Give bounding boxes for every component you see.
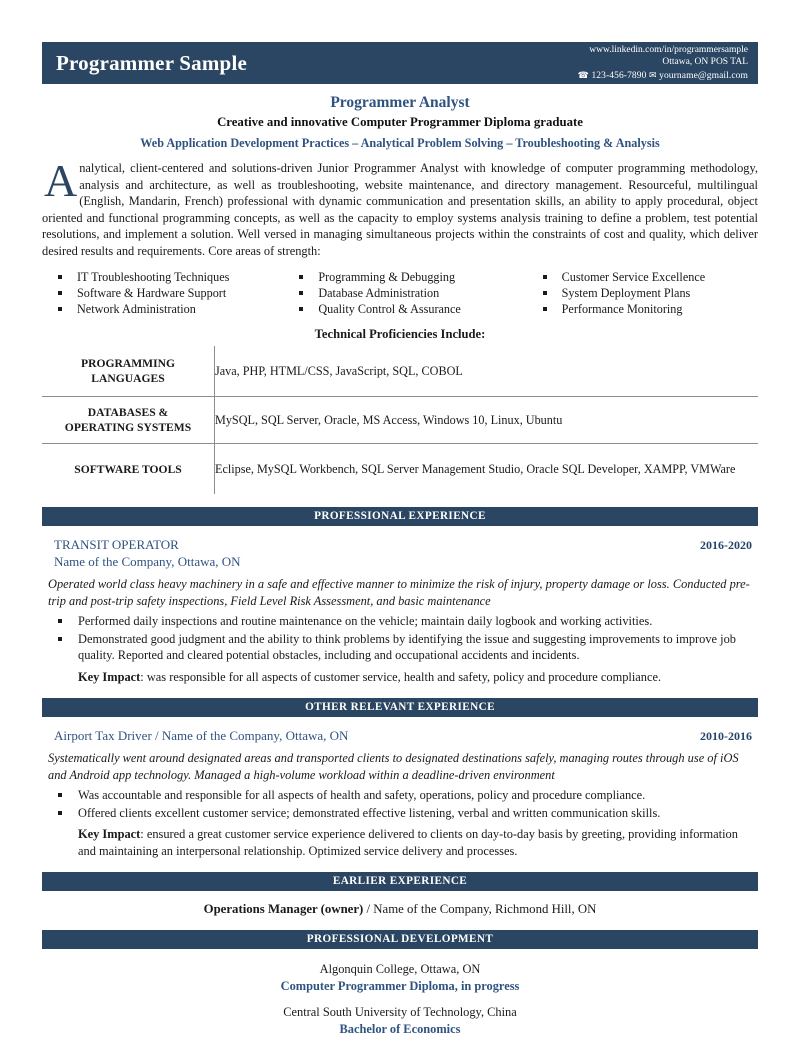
section-header-professional-development: PROFESSIONAL DEVELOPMENT <box>42 930 758 949</box>
spacer <box>42 995 758 1004</box>
table-cell-value: MySQL, SQL Server, Oracle, MS Access, Windows 10, Linux, Ubuntu <box>215 412 563 427</box>
key-impact-label: Key Impact <box>78 827 141 841</box>
table-row <box>42 444 758 495</box>
education-degree: Computer Programmer Diploma, in progress <box>280 979 520 993</box>
phone-email-line <box>578 69 748 83</box>
key-impact-text: : was responsible for all aspects of customer service, health and safety, policy and procedure compliance. <box>140 669 662 684</box>
experience-bullet-list <box>42 613 758 664</box>
job-title: Programmer Analyst <box>330 94 470 111</box>
list-item: Was accountable and responsible for all aspects of health and safety, operations, policy and procedure compliance. <box>54 787 754 804</box>
table-row <box>42 397 758 444</box>
education-school: Central South University of Technology, China <box>283 1005 517 1019</box>
core-areas-column-1 <box>42 269 273 317</box>
envelope-icon: ✉ <box>648 69 657 80</box>
job-subtitle: Creative and innovative Computer Programmer Diploma graduate <box>217 115 583 129</box>
label-line-2: LANGUAGES <box>91 372 165 385</box>
core-areas-column-2 <box>273 269 514 317</box>
list-item: Quality Control & Assurance <box>293 301 514 317</box>
earlier-role: Operations Manager (owner) <box>203 902 364 916</box>
earlier-experience-entry <box>42 902 758 917</box>
summary-dropcap: A <box>44 155 78 206</box>
other-experience-role-company: Airport Tax Driver / Name of the Company, Ottawa, ON <box>54 728 349 743</box>
core-areas-list <box>42 269 758 317</box>
label-line-2: OPERATING SYSTEMS <box>64 421 192 434</box>
other-experience-intro: Systematically went around designated areas and transported clients to designated destinations safely, managing routes through use of iOS and Android app technology. Managed a high-volume workload within a deadline-driven environment <box>48 751 739 782</box>
experience-role: TRANSIT OPERATOR <box>54 537 179 552</box>
experience-role-block <box>54 536 241 570</box>
experience-entry-header <box>42 536 758 570</box>
key-impact-text: : ensured a great customer service experience delivered to clients on day-to-day basis by greeting, providing information and maintaining an interpersonal relationship. Optimized service delivery and processes. <box>78 827 738 858</box>
telephone-icon: ☎ <box>577 69 589 80</box>
other-experience-bullet-list <box>42 787 758 821</box>
experience-company: Name of the Company, Ottawa, ON <box>54 554 241 569</box>
earlier-company: Name of the Company, Richmond Hill, ON <box>373 902 597 916</box>
table-row <box>42 346 758 397</box>
candidate-name: Programmer Sample <box>56 50 247 75</box>
list-item: Demonstrated good judgment and the ability to think problems by identifying the issue and suggesting improvements to improve job quality. Reported and cleared potential obstacles, including and occupational accidents and incidents. <box>54 631 754 664</box>
professional-summary <box>42 155 758 259</box>
label-line-1: PROGRAMMING <box>80 357 176 370</box>
section-header-professional-experience: PROFESSIONAL EXPERIENCE <box>42 507 758 526</box>
professional-development-list <box>42 961 758 1038</box>
table-cell-label <box>42 397 215 444</box>
label-line-1: DATABASES & <box>87 406 169 419</box>
list-item: Customer Service Excellence <box>537 269 758 285</box>
key-impact-statement <box>42 669 758 686</box>
key-impact-label: Key Impact <box>78 669 141 684</box>
education-degree: Bachelor of Economics <box>339 1022 461 1036</box>
table-cell-value: Java, PHP, HTML/CSS, JavaScript, SQL, COBOL <box>215 363 463 378</box>
list-item: IT Troubleshooting Techniques <box>52 269 273 285</box>
section-header-earlier-experience: EARLIER EXPERIENCE <box>42 872 758 891</box>
job-keywords: Web Application Development Practices – Analytical Problem Solving – Troubleshooting & Analysis <box>140 136 660 150</box>
contact-block <box>578 44 748 83</box>
table-cell-value: Eclipse, MySQL Workbench, SQL Server Management Studio, Oracle SQL Developer, XAMPP, VMWare <box>215 461 736 476</box>
phone-number: 123-456-7890 <box>591 70 647 81</box>
resume-header <box>42 42 758 84</box>
experience-intro: Operated world class heavy machinery in a safe and effective manner to minimize the risk of injury, property damage or loss. Conducted pre-trip and post-trip safety inspections, Field Level Risk Assessment, and basic maintenance <box>48 577 750 608</box>
summary-text: nalytical, client-centered and solutions-driven Junior Programmer Analyst with knowledge of computer programming methodology, analysis and architecture, as well as troubleshooting, website maintenance, and directory management. Resourceful, multilingual (English, Mandarin, French) professional with dynamic communication and presentation skills, an ability to apply procedural, object oriented and functional programming concepts, as well as the capacity to employ systems analysis training to define a problem, test potential resolutions, and implement a solution. Well versed in managing simultaneous projects within the constraints of cost and quality, which deliver desired results and requirements. Core areas of strength: <box>42 161 758 258</box>
list-item: Database Administration <box>293 285 514 301</box>
technical-proficiencies-table <box>42 346 758 494</box>
location-text: Ottawa, ON POS TAL <box>662 57 748 68</box>
list-item: Performed daily inspections and routine maintenance on the vehicle; maintain daily logbook and working activities. <box>54 613 754 630</box>
list-item: Programming & Debugging <box>293 269 514 285</box>
linkedin-url[interactable]: www.linkedin.com/in/programmersample <box>589 44 748 55</box>
list-item: System Deployment Plans <box>537 285 758 301</box>
other-experience-dates: 2010-2016 <box>700 729 752 743</box>
headline-block <box>42 93 758 152</box>
core-areas-column-3 <box>515 269 758 317</box>
section-header-other-experience: OTHER RELEVANT EXPERIENCE <box>42 698 758 717</box>
resume-page <box>42 42 758 1038</box>
technical-proficiencies-title: Technical Proficiencies Include: <box>314 327 486 341</box>
other-key-impact-statement <box>42 826 758 859</box>
list-item: Performance Monitoring <box>537 301 758 317</box>
experience-dates: 2016-2020 <box>700 538 752 552</box>
earlier-separator: / <box>363 902 374 916</box>
list-item: Network Administration <box>52 301 273 317</box>
list-item: Offered clients excellent customer service; demonstrated effective listening, verbal and written communication skills. <box>54 805 754 822</box>
table-cell-label <box>42 444 215 495</box>
education-school: Algonquin College, Ottawa, ON <box>319 962 481 976</box>
other-experience-entry-header <box>42 727 758 744</box>
table-cell-label <box>42 346 215 397</box>
email-address[interactable]: yourname@gmail.com <box>659 70 748 81</box>
list-item: Software & Hardware Support <box>52 285 273 301</box>
label-line-1: SOFTWARE TOOLS <box>74 462 182 476</box>
